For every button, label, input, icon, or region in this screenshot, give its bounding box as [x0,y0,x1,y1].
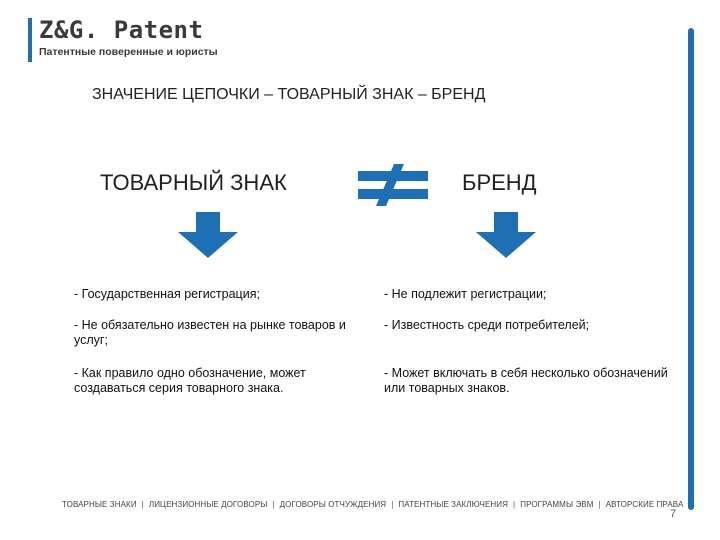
heading-brand: БРЕНД [462,170,537,195]
footer-item: ТОВАРНЫЕ ЗНАКИ [62,500,137,509]
brand-item: - Может включать в себя несколько обозначений или товарных знаков. [384,366,668,395]
logo-title: Z&G. Patent [39,16,204,44]
footer-item: ПРОГРАММЫ ЭВМ [520,500,594,509]
footer-separator: | [598,500,601,509]
footer-separator: | [513,500,516,509]
footer-separator: | [391,500,394,509]
footer-item: ПАТЕНТНЫЕ ЗАКЛЮЧЕНИЯ [398,500,509,509]
trademark-item: - Как правило одно обозначение, может создаваться серия товарного знака. [74,366,306,395]
trademark-item: - Не обязательно известен на рынке товаров и услуг; [74,318,346,347]
brand-item: - Не подлежит регистрации; [384,287,547,301]
down-arrow-icon [476,212,536,258]
footer-service-list [62,500,683,509]
brand-item: - Известность среди потребителей; [384,318,590,332]
logo-subtitle: Патентные поверенные и юристы [39,46,218,58]
heading-trademark: ТОВАРНЫЙ ЗНАК [100,170,287,195]
footer-separator: | [141,500,144,509]
slide-title: ЗНАЧЕНИЕ ЦЕПОЧКИ – ТОВАРНЫЙ ЗНАК – БРЕНД [92,86,486,103]
footer-item: ДОГОВОРЫ ОТЧУЖДЕНИЯ [279,500,387,509]
logo-accent-bar [28,18,32,62]
footer-item: АВТОРСКИЕ ПРАВА [605,500,684,509]
page-number: 7 [670,508,677,520]
trademark-item: - Государственная регистрация; [74,287,260,301]
down-arrow-icon [178,212,238,258]
right-accent-bar [688,28,694,510]
footer-item: ЛИЦЕНЗИОННЫЕ ДОГОВОРЫ [148,500,268,509]
not-equal-icon [358,164,428,206]
footer-separator: | [272,500,275,509]
